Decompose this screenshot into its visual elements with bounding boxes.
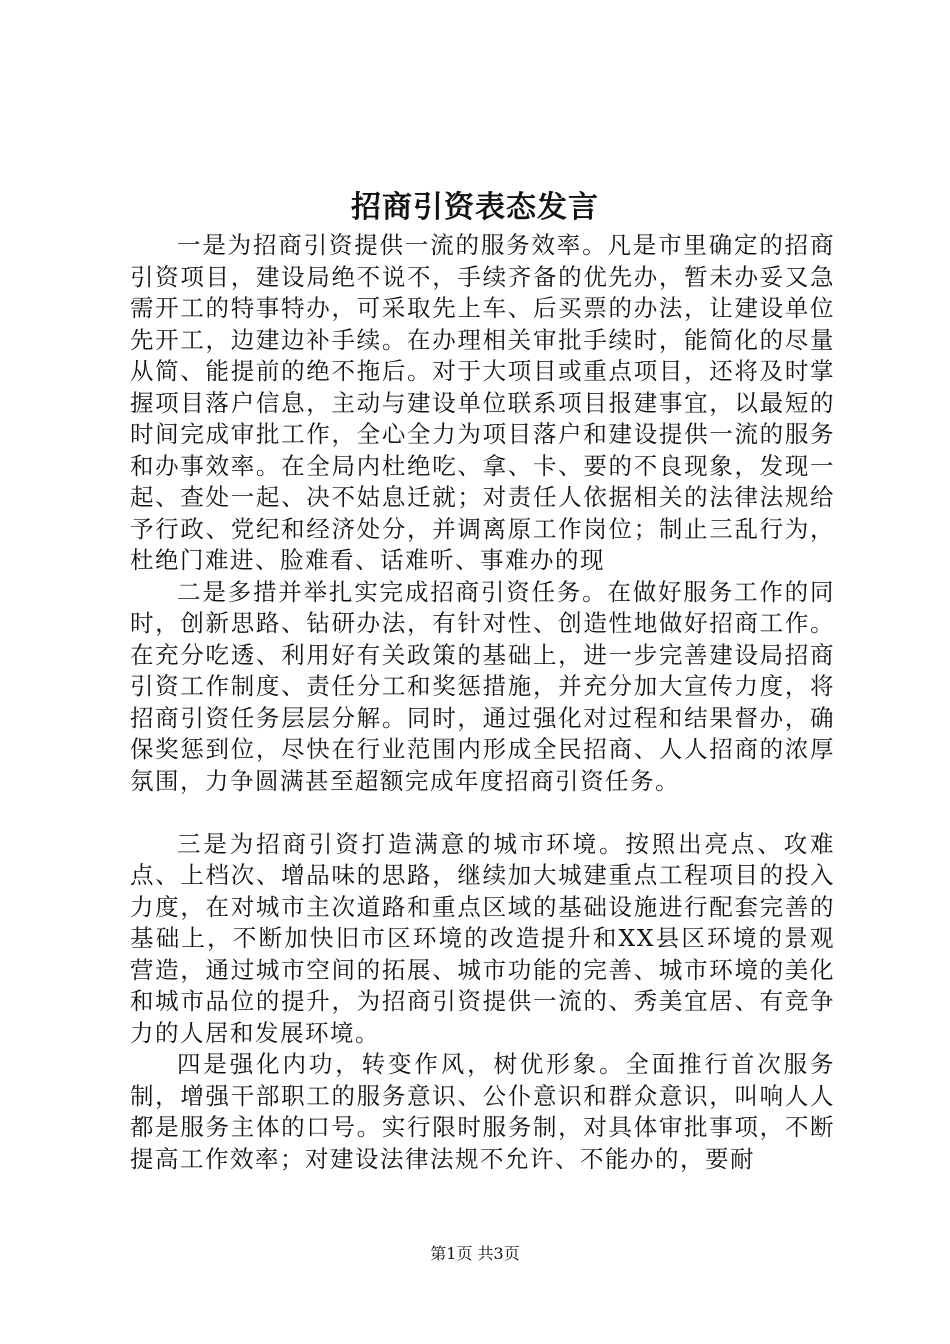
page-footer: 第1页 共3页 <box>430 1244 520 1263</box>
document-title: 招商引资表态发言 <box>351 190 599 225</box>
paragraph-2: 二是多措并举扎实完成招商引资任务。在做好服务工作的同时，创新思路、钻研办法，有针对性、创造性地做好招商工作。在充分吃透、利用好有关政策的基础上，进一步完善建设局招商引资工作制度、责任分工和奖惩措施，并充分加大宣传力度，将招商引资任务层层分解。同时，通过强化对过程和结果督办，确保奖惩到位，尽快在行业范围内形成全民招商、人人招商的浓厚氛围，力争圆满甚至超额完成年度招商引资任务。 <box>130 577 835 795</box>
paragraph-1: 一是为招商引资提供一流的服务效率。凡是市里确定的招商引资项目，建设局绝不说不，手续齐备的优先办，暂未办妥又急需开工的特事特办，可采取先上车、后买票的办法，让建设单位先开工，边建边补手续。在办理相关审批手续时，能简化的尽量从简、能提前的绝不拖后。对于大项目或重点项目，还将及时掌握项目落户信息，主动与建设单位联系项目报建事宜，以最短的时间完成审批工作，全心全力为项目落户和建设提供一流的服务和办事效率。在全局内杜绝吃、拿、卡、要的不良现象，发现一起、查处一起、决不姑息迁就；对责任人依据相关的法律法规给予行政、党纪和经济处分，并调离原工作岗位；制止三乱行为，杜绝门难进、脸难看、话难听、事难办的现 <box>130 231 835 574</box>
paragraph-4: 四是强化内功，转变作风，树优形象。全面推行首次服务制，增强干部职工的服务意识、公仆意识和群众意识，叫响人人都是服务主体的口号。实行限时服务制，对具体审批事项，不断提高工作效率；对建设法律法规不允许、不能办的，要耐 <box>130 1050 835 1173</box>
document-body <box>130 230 835 1175</box>
paragraph-3: 三是为招商引资打造满意的城市环境。按照出亮点、攻难点、上档次、增品味的思路，继续加大城建重点工程项目的投入力度，在对城市主次道路和重点区域的基础设施进行配套完善的基础上，不断加快旧市区环境的改造提升和XX县区环境的景观营造，通过城市空间的拓展、城市功能的完善、城市环境的美化和城市品位的提升，为招商引资提供一流的、秀美宜居、有竞争力的人居和发展环境。 <box>130 829 835 1047</box>
